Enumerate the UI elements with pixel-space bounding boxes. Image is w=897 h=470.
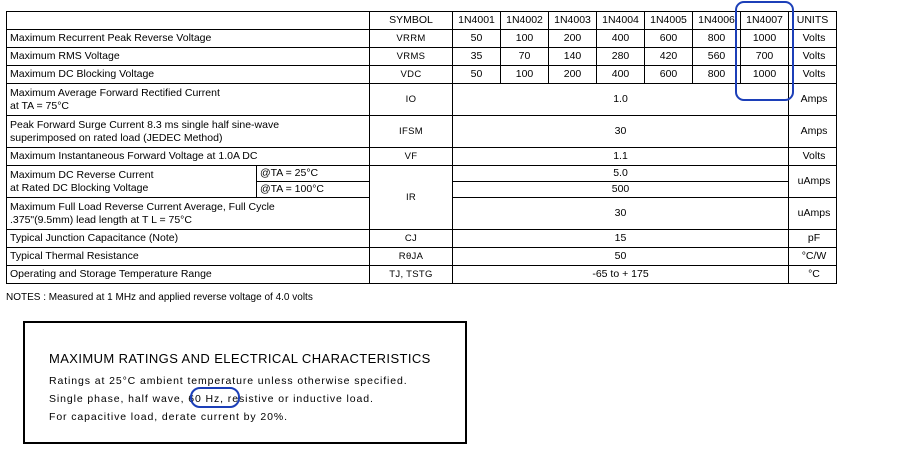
value-cell: 280	[597, 48, 645, 66]
ratings-line: For capacitive load, derate current by 20%.	[49, 411, 288, 423]
table-row	[7, 84, 837, 116]
value-cell: 600	[645, 30, 693, 48]
value-cell: 800	[693, 66, 741, 84]
symbol-cell: RθJA	[370, 248, 453, 266]
header-part-1n4003: 1N4003	[549, 12, 597, 30]
value-cell: 70	[501, 48, 549, 66]
symbol-cell: IFSM	[370, 116, 453, 148]
symbol-cell: VRMS	[370, 48, 453, 66]
value-cell: 30	[453, 116, 789, 148]
value-cell: 560	[693, 48, 741, 66]
value-cell: 800	[693, 30, 741, 48]
value-cell: -65 to + 175	[453, 266, 789, 284]
value-cell: 400	[597, 30, 645, 48]
header-part-1n4001: 1N4001	[453, 12, 501, 30]
value-cell: 200	[549, 66, 597, 84]
header-parameter-cell	[7, 12, 370, 30]
units-cell: Amps	[789, 84, 837, 116]
value-cell: 100	[501, 30, 549, 48]
value-cell: 30	[453, 198, 789, 230]
value-cell: 50	[453, 248, 789, 266]
param-line: at Rated DC Blocking Voltage	[10, 181, 149, 194]
value-cell: 1000	[741, 30, 789, 48]
units-cell: pF	[789, 230, 837, 248]
units-cell: Volts	[789, 148, 837, 166]
ratings-line: Single phase, half wave, 60 Hz, resistive or inductive load.	[49, 393, 374, 405]
units-cell: °C/W	[789, 248, 837, 266]
param-label: Operating and Storage Temperature Range	[7, 266, 370, 284]
symbol-cell: IR	[370, 166, 453, 230]
table-row	[7, 48, 837, 66]
value-cell: 1.1	[453, 148, 789, 166]
value-cell: 400	[597, 66, 645, 84]
highlight-60hz	[190, 387, 240, 408]
table-row	[7, 30, 837, 48]
param-line: superimposed on rated load (JEDEC Method)	[10, 131, 223, 144]
table-row	[7, 266, 837, 284]
units-cell: Volts	[789, 30, 837, 48]
symbol-cell: VRRM	[370, 30, 453, 48]
table-row	[7, 230, 837, 248]
param-label	[7, 84, 370, 116]
ratings-title: MAXIMUM RATINGS AND ELECTRICAL CHARACTERISTICS	[49, 351, 431, 366]
param-label	[7, 116, 370, 148]
units-cell: uAmps	[789, 166, 837, 198]
param-label: Maximum DC Blocking Voltage	[7, 66, 370, 84]
table-row	[7, 248, 837, 266]
value-cell: 140	[549, 48, 597, 66]
symbol-cell: VDC	[370, 66, 453, 84]
param-label: Typical Junction Capacitance (Note)	[7, 230, 370, 248]
value-cell: 600	[645, 66, 693, 84]
table-row	[7, 148, 837, 166]
units-cell: Volts	[789, 66, 837, 84]
value-cell: 50	[453, 66, 501, 84]
header-part-1n4006: 1N4006	[693, 12, 741, 30]
header-part-1n4004: 1N4004	[597, 12, 645, 30]
condition-cell: @TA = 100°C	[257, 182, 370, 198]
symbol-cell: TJ, TSTG	[370, 266, 453, 284]
param-label	[7, 198, 370, 230]
header-units: UNITS	[789, 12, 837, 30]
notes-text: NOTES : Measured at 1 MHz and applied reverse voltage of 4.0 volts	[6, 292, 313, 303]
param-label: Maximum Recurrent Peak Reverse Voltage	[7, 30, 370, 48]
value-cell: 200	[549, 30, 597, 48]
header-part-1n4005: 1N4005	[645, 12, 693, 30]
param-label: Maximum RMS Voltage	[7, 48, 370, 66]
table-row	[7, 66, 837, 84]
param-line: Maximum DC Reverse Current	[10, 168, 154, 181]
value-cell: 5.0	[453, 166, 789, 182]
symbol-cell: IO	[370, 84, 453, 116]
units-cell: Amps	[789, 116, 837, 148]
param-label: Maximum Instantaneous Forward Voltage at 1.0A DC	[7, 148, 370, 166]
value-cell: 1000	[741, 66, 789, 84]
symbol-cell: CJ	[370, 230, 453, 248]
units-cell: Volts	[789, 48, 837, 66]
value-cell: 15	[453, 230, 789, 248]
param-label	[7, 166, 257, 198]
param-line: Peak Forward Surge Current 8.3 ms single half sine-wave	[10, 118, 280, 131]
units-cell: uAmps	[789, 198, 837, 230]
ratings-line: Ratings at 25°C ambient temperature unless otherwise specified.	[49, 375, 408, 387]
units-cell: °C	[789, 266, 837, 284]
param-line: at TA = 75°C	[10, 99, 69, 112]
table-row	[7, 166, 837, 182]
value-cell: 420	[645, 48, 693, 66]
table-row	[7, 116, 837, 148]
symbol-cell: VF	[370, 148, 453, 166]
value-cell: 35	[453, 48, 501, 66]
table-header-row	[7, 12, 837, 30]
header-part-1n4002: 1N4002	[501, 12, 549, 30]
ratings-table	[6, 11, 837, 284]
value-cell: 500	[453, 182, 789, 198]
header-part-1n4007: 1N4007	[741, 12, 789, 30]
header-symbol: SYMBOL	[370, 12, 453, 30]
param-label: Typical Thermal Resistance	[7, 248, 370, 266]
value-cell: 100	[501, 66, 549, 84]
ratings-info-box	[23, 321, 467, 444]
value-cell: 50	[453, 30, 501, 48]
value-cell: 1.0	[453, 84, 789, 116]
highlight-1n4007-column	[735, 1, 794, 101]
value-cell: 700	[741, 48, 789, 66]
param-line: Maximum Average Forward Rectified Current	[10, 86, 220, 99]
param-line: .375"(9.5mm) lead length at T L = 75°C	[10, 213, 192, 226]
condition-cell: @TA = 25°C	[257, 166, 370, 182]
param-line: Maximum Full Load Reverse Current Average, Full Cycle	[10, 200, 275, 213]
